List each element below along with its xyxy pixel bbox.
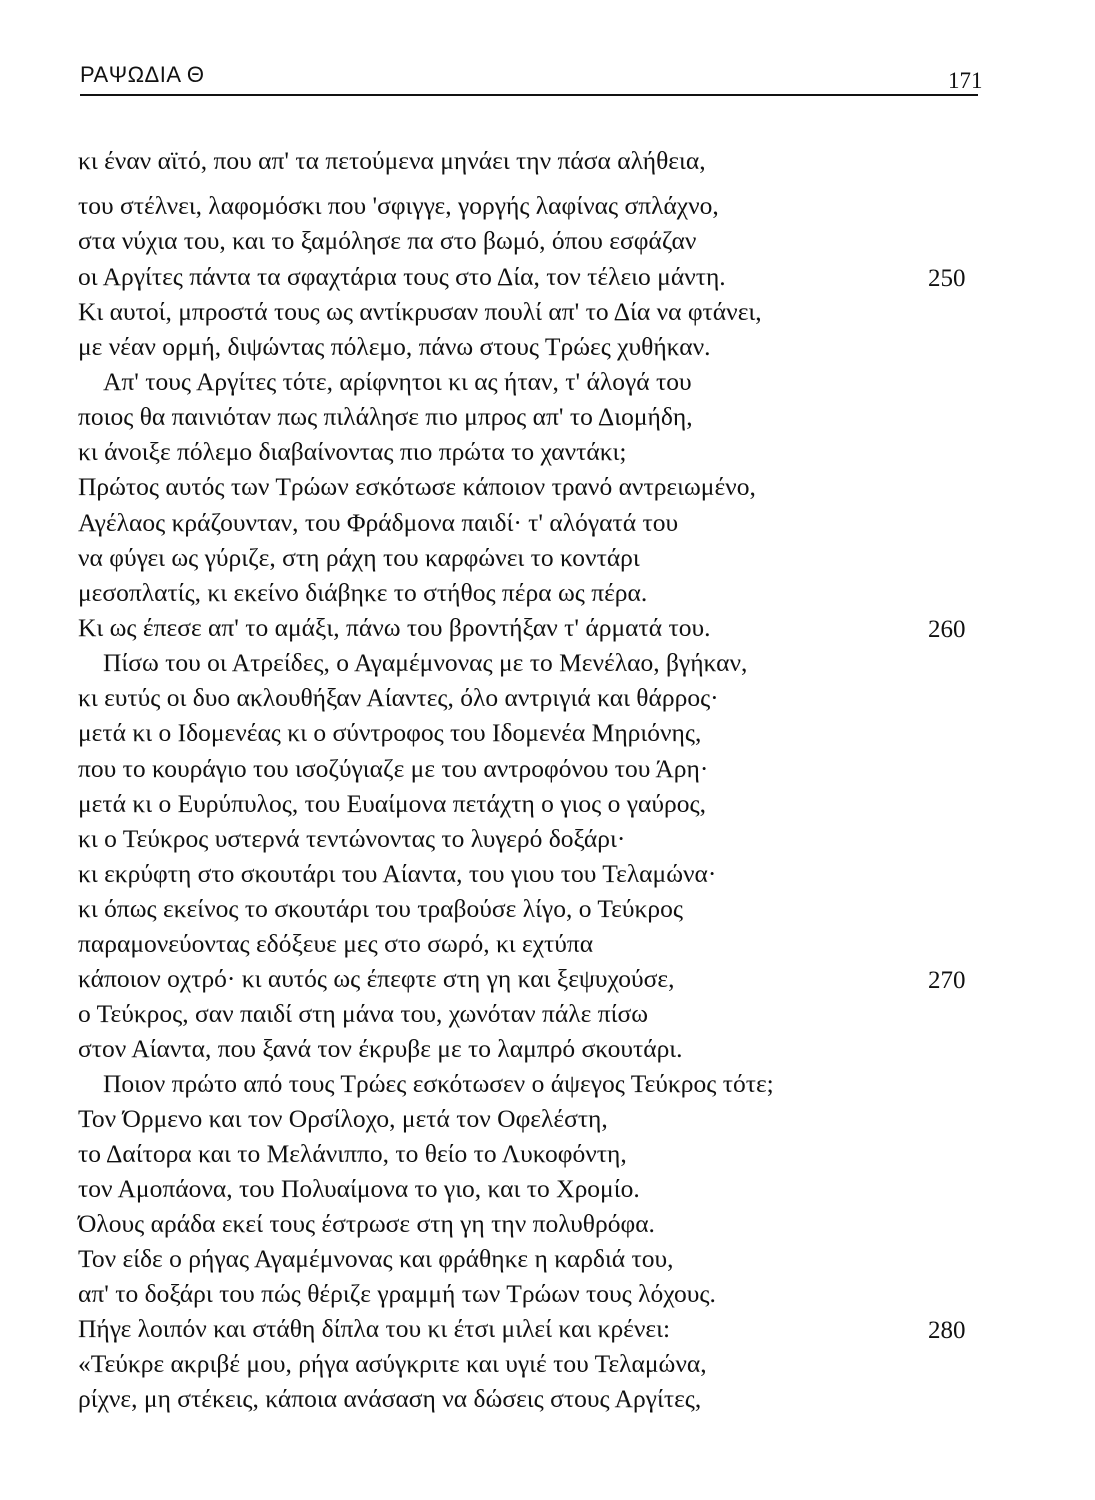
verse-line: του στέλνει, λαφομόσκι που 'σφιγγε, γοργής λαφίνας σπλάχνο, (78, 191, 719, 220)
verse-line: κι όπως εκείνος το σκουτάρι του τραβούσε λίγο, ο Τεύκρος (78, 894, 683, 923)
verse-line: Πίσω του οι Ατρείδες, ο Αγαμέμνονας με το Μενέλαο, βγήκαν, (103, 648, 748, 677)
verse-line: στα νύχια του, και το ξαμόλησε πα στο βωμό, όπου εσφάζαν (78, 226, 697, 255)
verse-line: ρίχνε, μη στέκεις, κάποια ανάσαση να δώσεις στους Αργίτες, (78, 1384, 702, 1413)
verse-line: Κι αυτοί, μπροστά τους ως αντίκρυσαν πουλί απ' το Δία να φτάνει, (78, 297, 762, 326)
verse-line: «Τεύκρε ακριβέ μου, ρήγα ασύγκριτε και υγιέ του Τελαμώνα, (78, 1349, 707, 1378)
page-number: 171 (948, 68, 983, 93)
verse-line: Τον Όρμενο και τον Ορσίλοχο, μετά τον Οφελέστη, (78, 1104, 608, 1133)
verse-line: Όλους αράδα εκεί τους έστρωσε στη γη την πολυθρόφα. (78, 1209, 655, 1238)
verse-line: απ' το δοξάρι του πώς θέριζε γραμμή των Τρώων τους λόχους. (78, 1279, 716, 1308)
verse-line: το Δαίτορα και το Μελάνιππο, το θείο το Λυκοφόντη, (78, 1139, 627, 1168)
verse-line: Κι ως έπεσε απ' το αμάξι, πάνω του βροντήξαν τ' άρματά του. (78, 613, 711, 642)
verse-line: μεσοπλατίς, κι εκείνο διάβηκε το στήθος πέρα ως πέρα. (78, 578, 648, 607)
verse-line: παραμονεύοντας εδόξευε μες στο σωρό, κι εχτύπα (78, 929, 594, 958)
line-number-250: 250 (928, 265, 966, 292)
verse-line: κι ο Τεύκρος υστερνά τεντώνοντας το λυγερό δοξάρι· (78, 824, 626, 853)
verse-line: ποιος θα παινιόταν πως πιλάλησε πιο μπρος απ' το Διομήδη, (78, 402, 693, 431)
verse-line: κι άνοιξε πόλεμο διαβαίνοντας πιο πρώτα το χαντάκι; (78, 437, 627, 466)
verse-line: Ποιον πρώτο από τους Τρώες εσκότωσεν ο άψεγος Τεύκρος τότε; (103, 1069, 774, 1098)
verse-line: ο Τεύκρος, σαν παιδί στη μάνα του, χωνόταν πάλε πίσω (78, 999, 649, 1028)
verse-line: κάποιον οχτρό· κι αυτός ως έπεφτε στη γη και ξεψυχούσε, (78, 964, 675, 993)
verse-line: οι Αργίτες πάντα τα σφαχτάρια τους στο Δία, τον τέλειο μάντη. (78, 262, 726, 291)
header-rule (80, 94, 978, 96)
running-head: ΡΑΨΩΔΙΑ Θ (80, 62, 205, 87)
verse-line: Αγέλαος κράζουνταν, του Φράδμονα παιδί· τ' αλόγατά του (78, 508, 679, 537)
line-number-260: 260 (928, 616, 966, 643)
verse-line: κι ευτύς οι δυο ακλουθήξαν Αίαντες, όλο αντριγιά και θάρρος· (78, 683, 719, 712)
verse-line: μετά κι ο Ευρύπυλος, του Ευαίμονα πετάχτη ο γιος ο γαύρος, (78, 789, 706, 818)
verse-line: Τον είδε ο ρήγας Αγαμέμνονας και φράθηκε η καρδιά του, (78, 1244, 674, 1273)
verse-line: κι έναν αϊτό, που απ' τα πετούμενα μηνάει την πάσα αλήθεια, (78, 146, 706, 175)
line-number-270: 270 (928, 967, 966, 994)
verse-line: μετά κι ο Ιδομενέας κι ο σύντροφος του Ιδομενέα Μηριόνης, (78, 718, 702, 747)
verse-line: Απ' τους Αργίτες τότε, αρίφνητοι κι ας ήταν, τ' άλογά του (103, 367, 692, 396)
verse-line: να φύγει ως γύριζε, στη ράχη του καρφώνει το κοντάρι (78, 543, 640, 572)
verse-line: τον Αμοπάονα, του Πολυαίμονα το γιο, και το Χρομίο. (78, 1174, 640, 1203)
verse-line: με νέαν ορμή, διψώντας πόλεμο, πάνω στους Τρώες χυθήκαν. (78, 332, 711, 361)
verse-line: Πρώτος αυτός των Τρώων εσκότωσε κάποιον τρανό αντρειωμένο, (78, 472, 756, 501)
verse-line: Πήγε λοιπόν και στάθη δίπλα του κι έτσι μιλεί και κρένει: (78, 1314, 671, 1343)
verse-line: στον Αίαντα, που ξανά τον έκρυβε με το λαμπρό σκουτάρι. (78, 1034, 683, 1063)
verse-line: που το κουράγιο του ισοζύγιαζε με του αντροφόνου του Άρη· (78, 754, 709, 783)
verse-line: κι εκρύφτη στο σκουτάρι του Αίαντα, του γιου του Τελαμώνα· (78, 859, 717, 888)
line-number-280: 280 (928, 1317, 966, 1344)
